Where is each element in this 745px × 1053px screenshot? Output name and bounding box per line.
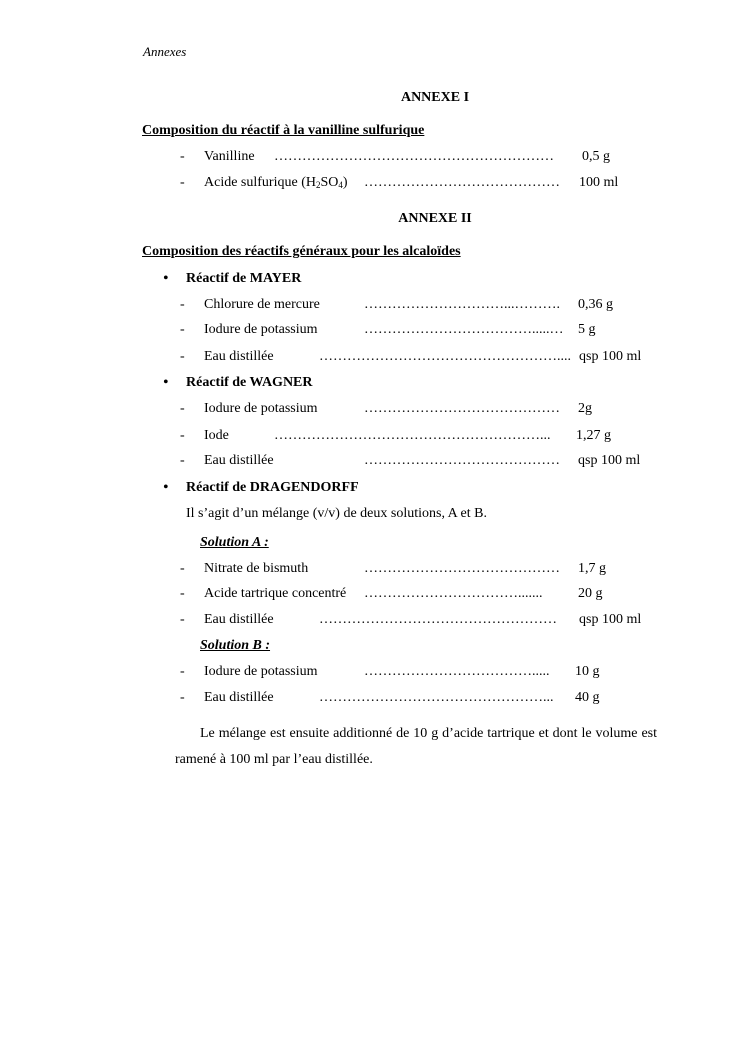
item-label: Iodure de potassium bbox=[204, 664, 318, 679]
item-dash: - bbox=[180, 297, 185, 312]
item-dash: - bbox=[180, 149, 185, 164]
item-value: qsp 100 ml bbox=[579, 349, 642, 364]
solution-b-title: Solution B : bbox=[200, 638, 271, 653]
item-value: 0,5 g bbox=[582, 149, 610, 164]
item-dots: ……………………………....... bbox=[364, 586, 543, 601]
item-dots: ………………………………..... bbox=[364, 664, 550, 679]
mayer-title: Réactif de MAYER bbox=[186, 271, 302, 286]
item-label: Eau distillée bbox=[204, 453, 274, 468]
item-label: Eau distillée bbox=[204, 349, 274, 364]
item-label: Acide sulfurique $(H_2SO_4)$ bbox=[204, 175, 348, 190]
closing-paragraph: Le mélange est ensuite additionné de 10 g d’acide tartrique et dont le volume est ramené à 100 ml par l’eau distillée. bbox=[175, 726, 657, 767]
item-value: 1,7 g bbox=[578, 561, 606, 576]
item-dots: …………………………………………………… bbox=[274, 149, 554, 164]
annex1-heading: Composition du réactif à la vanilline sulfurique bbox=[142, 123, 425, 138]
item-dots: ……………………………….....… bbox=[364, 322, 564, 337]
item-dash: - bbox=[180, 453, 185, 468]
item-dash: - bbox=[180, 175, 185, 190]
dragendorff-intro: Il s’agit d’un mélange (v/v) de deux solutions, A et B. bbox=[186, 506, 487, 521]
item-dots: …………………………………………….... bbox=[319, 349, 571, 364]
wagner-title: Réactif de WAGNER bbox=[186, 375, 313, 390]
item-dash: - bbox=[180, 322, 185, 337]
item-label: Chlorure de mercure bbox=[204, 297, 320, 312]
item-dash: - bbox=[180, 586, 185, 601]
item-label: Eau distillée bbox=[204, 612, 274, 627]
item-label: Vanilline bbox=[204, 149, 255, 164]
dragendorff-title: Réactif de DRAGENDORFF bbox=[186, 480, 359, 495]
item-dash: - bbox=[180, 349, 185, 364]
item-dots: …………………………………… bbox=[364, 175, 560, 190]
item-value: 0,36 g bbox=[578, 297, 613, 312]
item-dots: …………………………...………. bbox=[364, 297, 560, 312]
item-value: 10 g bbox=[575, 664, 600, 679]
item-label: Iodure de potassium bbox=[204, 322, 318, 337]
item-dash: - bbox=[180, 561, 185, 576]
bullet-icon: • bbox=[163, 479, 169, 496]
annex2-title: ANNEXE II bbox=[398, 211, 472, 226]
item-dots: …………………………………………... bbox=[319, 690, 554, 705]
item-dash: - bbox=[180, 612, 185, 627]
solution-a-title: Solution A : bbox=[200, 535, 269, 550]
item-label: Acide tartrique concentré bbox=[204, 586, 347, 601]
annex2-heading: Composition des réactifs généraux pour les alcaloïdes bbox=[142, 244, 461, 259]
item-value: qsp 100 ml bbox=[579, 612, 642, 627]
page-header: Annexes bbox=[143, 44, 187, 59]
item-value: 20 g bbox=[578, 586, 603, 601]
bullet-icon: • bbox=[163, 270, 169, 287]
item-label: Eau distillée bbox=[204, 690, 274, 705]
item-dash: - bbox=[180, 401, 185, 416]
bullet-icon: • bbox=[163, 374, 169, 391]
item-label: Nitrate de bismuth bbox=[204, 561, 309, 576]
item-value: 5 g bbox=[578, 322, 596, 337]
item-label: Iode bbox=[204, 428, 229, 443]
item-dots: …………………………………… bbox=[364, 561, 560, 576]
item-dots: …………………………………………………... bbox=[274, 428, 551, 443]
item-value: 2g bbox=[578, 401, 592, 416]
item-value: qsp 100 ml bbox=[578, 453, 641, 468]
item-dash: - bbox=[180, 428, 185, 443]
annex1-title: ANNEXE I bbox=[400, 90, 470, 105]
item-dots: …………………………………… bbox=[364, 453, 560, 468]
item-dash: - bbox=[180, 664, 185, 679]
item-value: 100 ml bbox=[579, 175, 619, 190]
item-dash: - bbox=[180, 690, 185, 705]
item-value: 1,27 g bbox=[576, 428, 611, 443]
item-dots: …………………………………………… bbox=[319, 612, 557, 627]
item-value: 40 g bbox=[575, 690, 600, 705]
item-label: Iodure de potassium bbox=[204, 401, 318, 416]
item-dots: …………………………………… bbox=[364, 401, 560, 416]
